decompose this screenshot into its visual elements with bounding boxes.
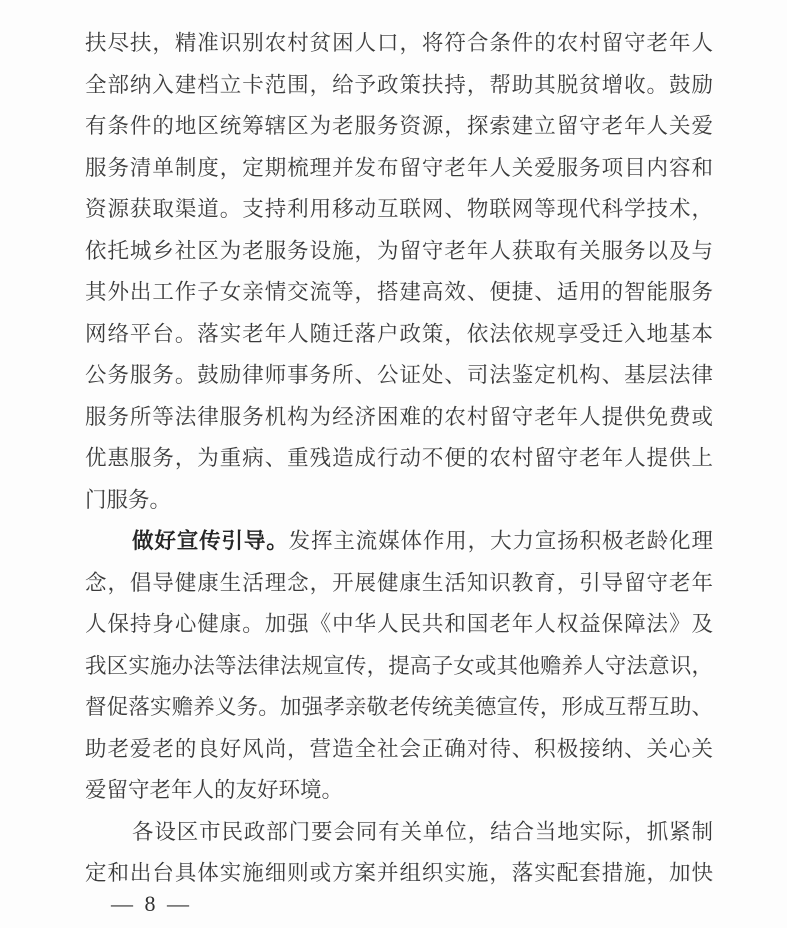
bold-lead-text: 做好宣传引导。 <box>132 529 289 553</box>
text-line: 服务清单制度，定期梳理并发布留守老年人关爱服务项目内容和 <box>85 155 713 180</box>
text-line: 依托城乡社区为老服务设施，为留守老年人获取有关服务以及与 <box>85 238 713 263</box>
text-line: 全部纳入建档立卡范围，给予政策扶持，帮助其脱贫增收。鼓励 <box>85 72 713 97</box>
text-line: 人保持身心健康。加强《中华人民共和国老年人权益保障法》及 <box>85 612 713 636</box>
text-line: 我区实施办法等法律法规宣传，提高子女或其他赡养人守法意识， <box>85 653 713 678</box>
text-line-paragraph-end: 爱留守老年人的友好环境。 <box>85 778 344 802</box>
text-line: 扶尽扶，精准识别农村贫困人口，将符合条件的农村留守老年人 <box>85 31 713 55</box>
text-line: 公务服务。鼓励律师事务所、公证处、司法鉴定机构、基层法律 <box>85 363 713 387</box>
document-body <box>85 23 713 895</box>
text-line: 资源获取渠道。支持利用移动互联网、物联网等现代科学技术， <box>85 197 713 221</box>
text-line: 其外出工作子女亲情交流等，搭建高效、便捷、适用的智能服务 <box>85 280 713 304</box>
text-line: 服务所等法律服务机构为经济困难的农村留守老年人提供免费或 <box>85 404 713 429</box>
text-line: 网络平台。落实老年人随迁落户政策，依法依规享受迁入地基本 <box>85 321 713 346</box>
text-line-paragraph-end: 门服务。 <box>85 487 172 512</box>
text-line: 助老爱老的良好风尚，营造全社会正确对待、积极接纳、关心关 <box>85 736 713 761</box>
text-line: 优惠服务，为重病、重残造成行动不便的农村留守老年人提供上 <box>85 446 713 470</box>
text-line-paragraph-start <box>85 521 713 563</box>
text-line: 督促落实赡养义务。加强孝亲敬老传统美德宣传，形成互帮互助、 <box>85 695 713 719</box>
text-line: 有条件的地区统筹辖区为老服务资源，探索建立留守老年人关爱 <box>85 114 713 138</box>
text-run: 发挥主流媒体作用，大力宣扬积极老龄化理 <box>288 529 713 553</box>
page-number: — 8 — <box>111 891 192 916</box>
text-line: 定和出台具体实施细则或方案并组织实施，落实配套措施，加快 <box>85 861 713 885</box>
text-line: 念，倡导健康生活理念，开展健康生活知识教育，引导留守老年 <box>85 570 713 595</box>
text-line-paragraph-start: 各设区市民政部门要会同有关单位，结合当地实际，抓紧制 <box>132 819 713 844</box>
